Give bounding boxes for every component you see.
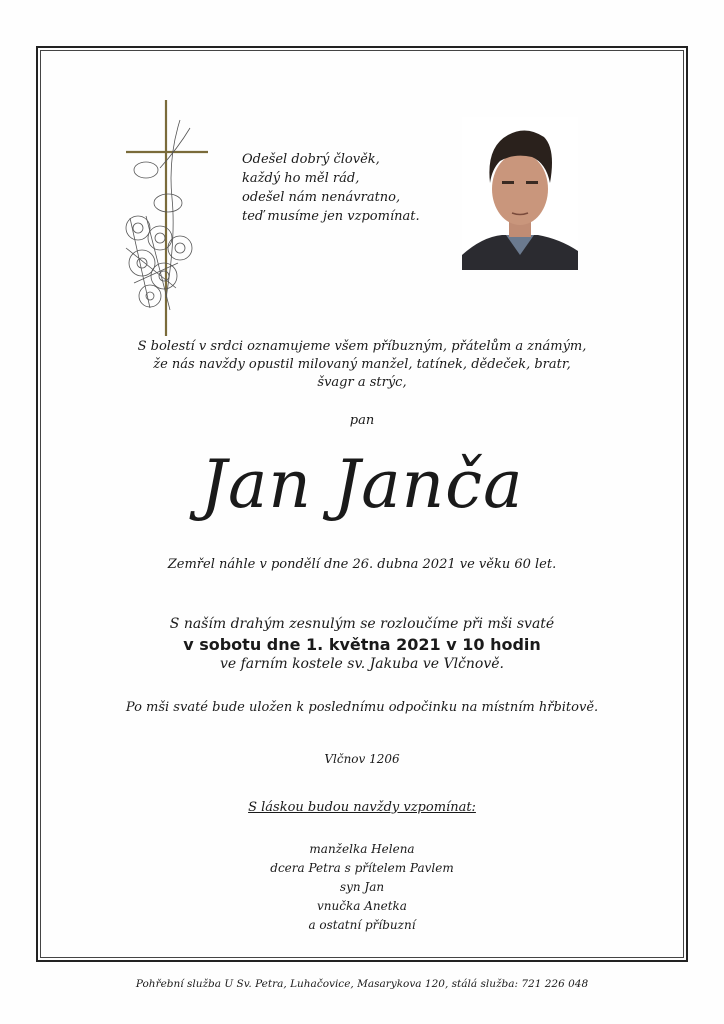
mourner: dcera Petra s přítelem Pavlem (270, 861, 454, 875)
portrait-photo (462, 117, 578, 270)
announcement-line: že nás navždy opustil milovaný manžel, tatínek, dědeček, bratr, (153, 357, 571, 372)
announcement-line: S bolestí v srdci oznamujeme všem příbuzným, přátelům a známým, (137, 339, 587, 354)
poem-line: odešel nám nenávratno, (242, 190, 401, 205)
remember-heading: S láskou budou navždy vzpomínat: (248, 800, 476, 815)
farewell-date: v sobotu dne 1. května 2021 v 10 hodin (183, 635, 541, 654)
announcement (60, 338, 664, 392)
poem-line: teď musíme jen vzpomínat. (242, 209, 420, 224)
mourner: manželka Helena (309, 842, 415, 856)
poem-line: každý ho měl rád, (242, 171, 360, 186)
mourner: a ostatní příbuzní (308, 918, 416, 932)
footer-funeral-service: Pohřební služba U Sv. Petra, Luhačovice, Masarykova 120, stálá služba: 721 226 048 (135, 978, 589, 990)
burial-notice: Po mši svaté bude uložen k poslednímu odpočinku na místním hřbitově. (125, 700, 599, 715)
cross-with-flowers-icon (120, 98, 220, 338)
farewell-line-1: S naším drahým zesnulým se rozloučíme při mši svaté (169, 616, 555, 632)
poem (242, 150, 442, 226)
deceased-name: Jan Janča (200, 446, 524, 523)
mourners-list (60, 840, 664, 935)
announcement-line: švagr a strýc, (317, 375, 407, 390)
mourner: vnučka Anetka (317, 899, 407, 913)
address: Vlčnov 1206 (324, 752, 400, 766)
poem-line: Odešel dobrý člověk, (242, 152, 380, 167)
death-notice: Zemřel náhle v pondělí dne 26. dubna 2021 ve věku 60 let. (167, 557, 557, 572)
title-pan: pan (349, 413, 375, 428)
farewell-location: ve farním kostele sv. Jakuba ve Vlčnově. (219, 656, 505, 672)
mourner: syn Jan (339, 880, 385, 894)
